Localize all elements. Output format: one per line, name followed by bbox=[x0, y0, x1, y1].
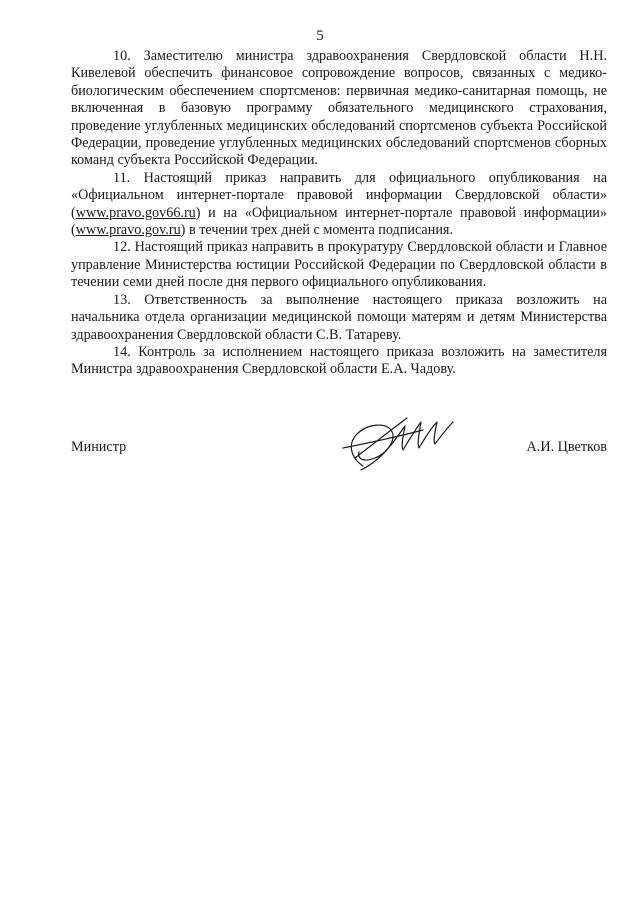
link-pravo-gov[interactable]: www.pravo.gov.ru bbox=[75, 222, 181, 239]
link-pravo-gov66[interactable]: www.pravo.gov66.ru bbox=[75, 204, 196, 221]
paragraph-11 bbox=[71, 170, 607, 240]
paragraph-14: 14. Контроль за исполнением настоящего приказа возложить на заместителя Министра здравоохранения Свердловской области Е.А. Чадову. bbox=[71, 343, 607, 378]
signature-block bbox=[71, 420, 607, 480]
paragraph-10: 10. Заместителю министра здравоохранения Свердловской области Н.Н. Кивелевой обеспечить финансовое сопровождение вопросов, связанных с медико-биологическим обеспечением спортсменов: первичная медико-санитарная помощь, не включенная в базовую программу обязательного медицинского страхования, проведение углубленных медицинских обследований спортсменов субъекта Российской Федерации, проведение углубленных медицинских обследований спортсменов сборных команд субъекта Российской Федерации. bbox=[71, 48, 607, 169]
page-number: 5 bbox=[316, 28, 324, 44]
paragraph-12: 12. Настоящий приказ направить в прокуратуру Свердловской области и Главное управление Министерства юстиции Российской Федерации по Свердловской области в течении семи дней после дня первого официального опубликования. bbox=[71, 239, 607, 291]
paragraph-13: 13. Ответственность за выполнение настоящего приказа возложить на начальника отдела организации медицинской помощи матерям и детям Министерства здравоохранения Свердловской области С.В. Татареву. bbox=[71, 291, 607, 343]
document-body bbox=[71, 48, 607, 379]
paragraph-11-text-2: ) и на «Официальном интернет-портале правовой информации» ( bbox=[71, 204, 607, 239]
paragraph-11-text-3: ) в течении трех дней с момента подписания. bbox=[180, 222, 453, 239]
signer-title: Министр bbox=[71, 439, 127, 455]
signer-name: А.И. Цветков bbox=[526, 439, 607, 455]
paragraph-11-text-1: 11. Настоящий приказ направить для официального опубликования на «Официальном интернет-портале правовой информации Свердловской области» ( bbox=[71, 169, 607, 221]
handwritten-signature bbox=[333, 408, 473, 478]
